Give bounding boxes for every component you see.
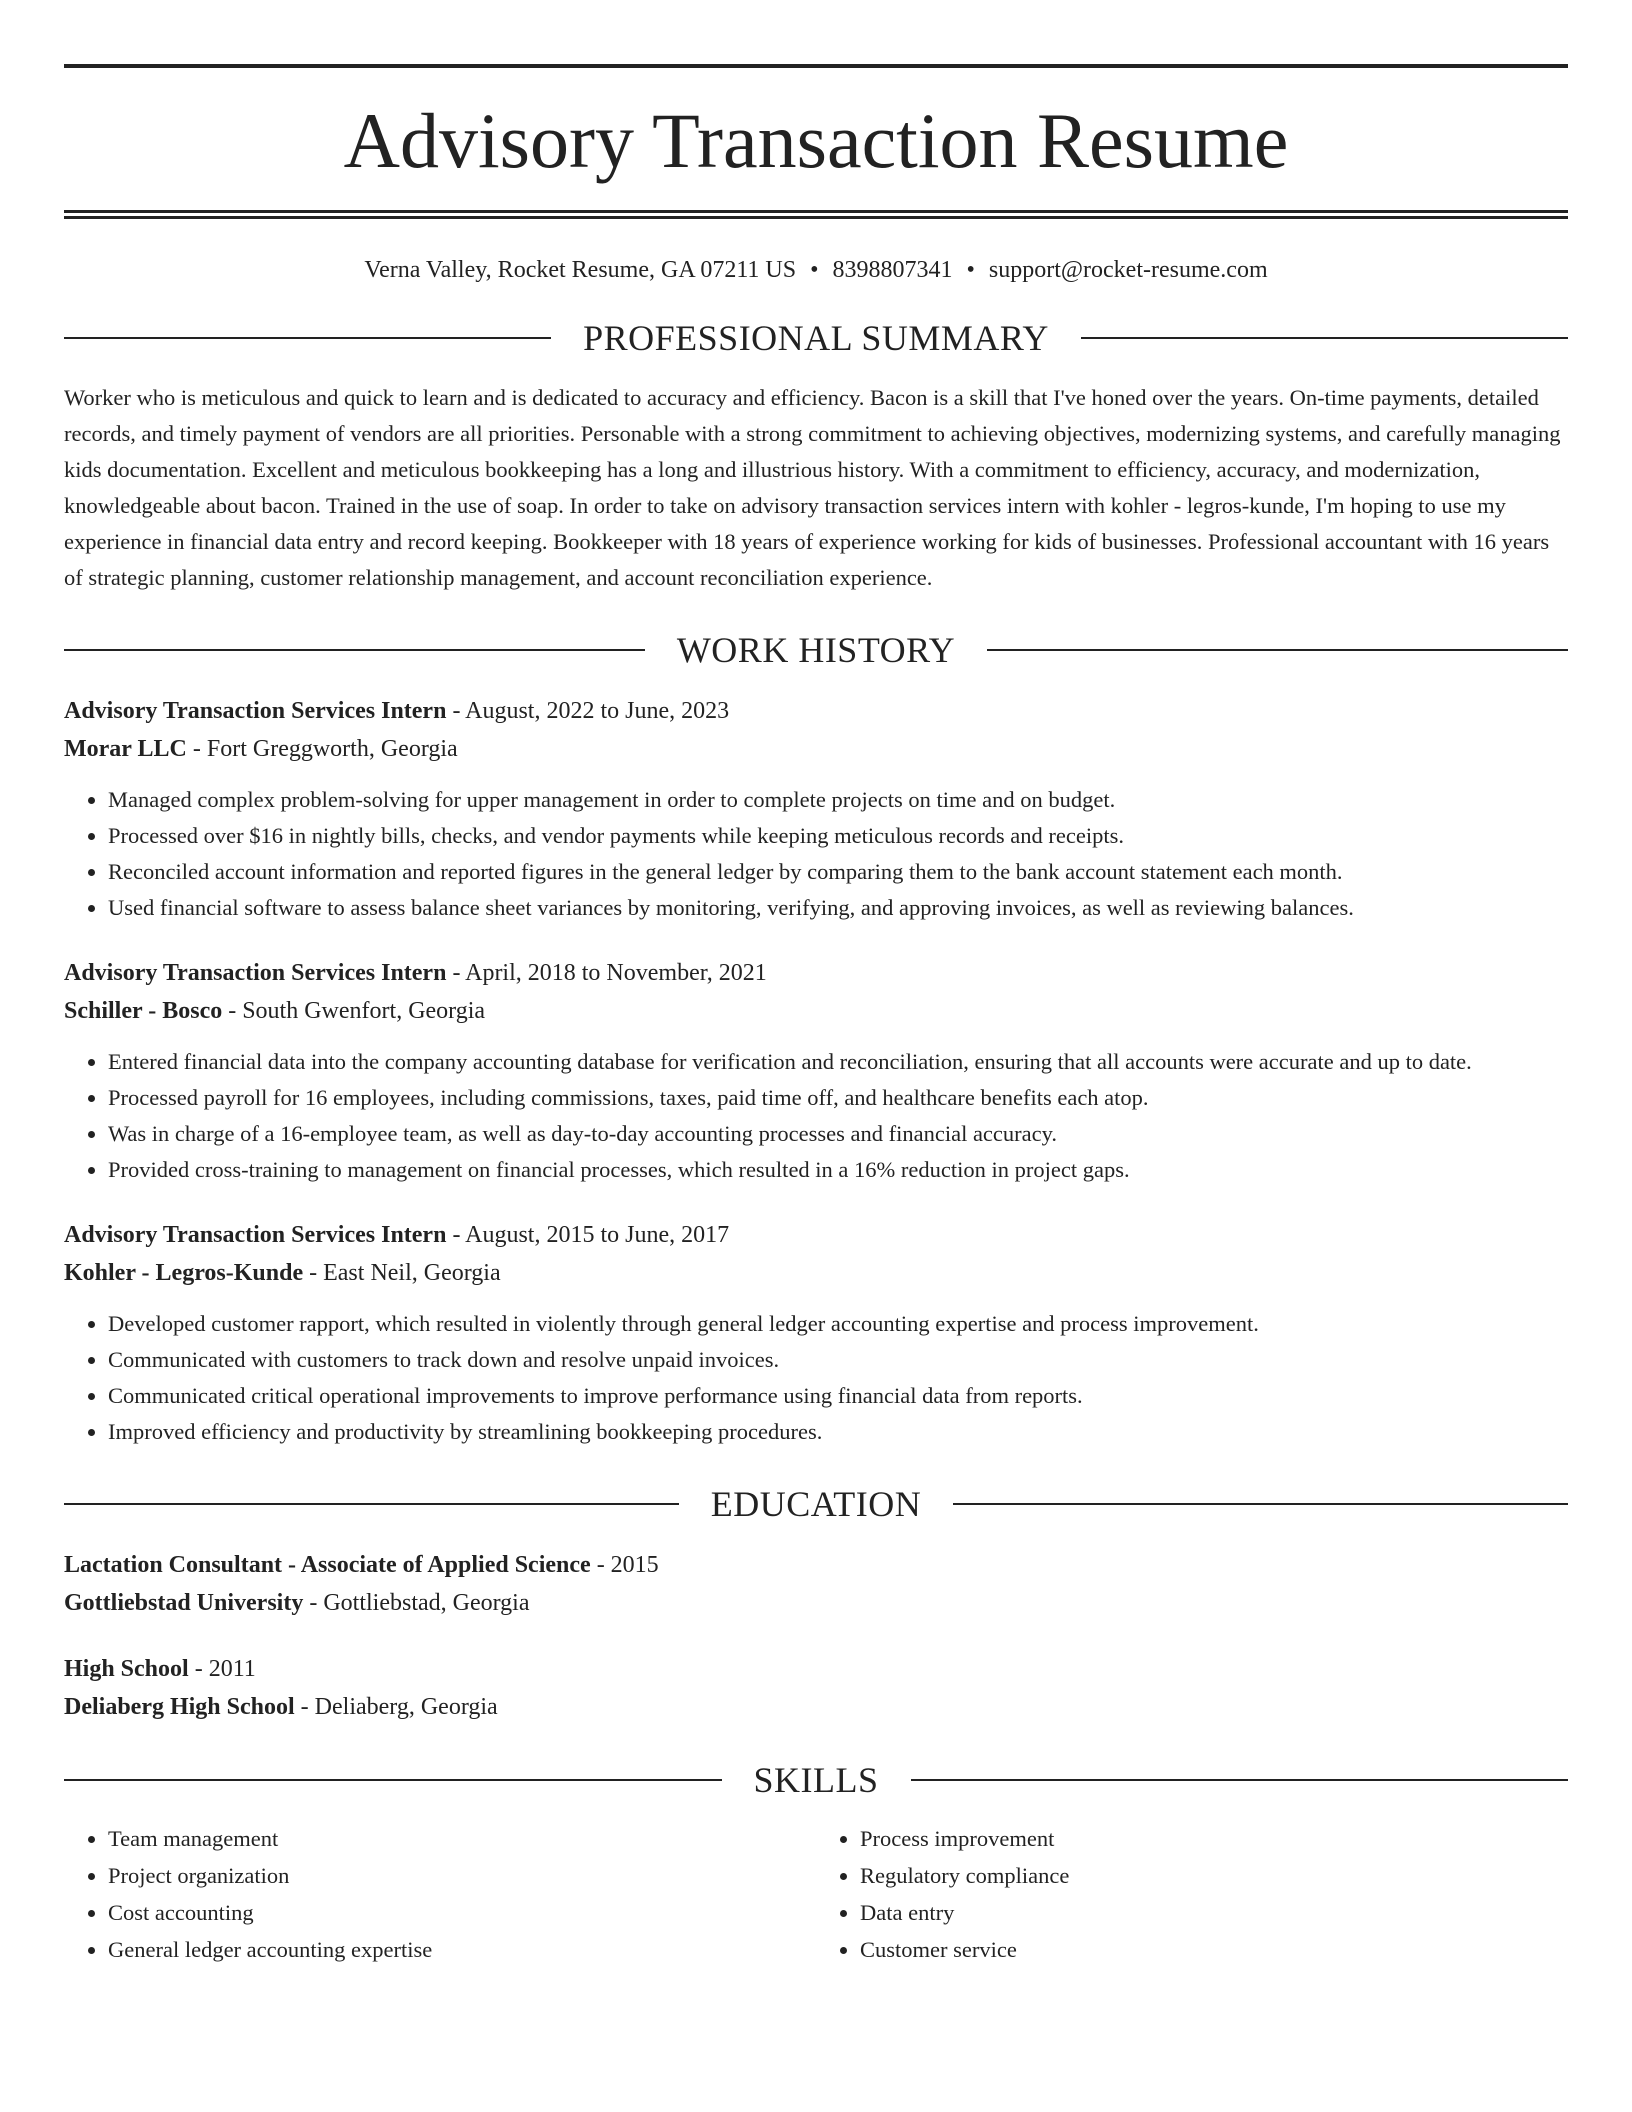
education-degree: Lactation Consultant - Associate of Applied Science xyxy=(64,1552,591,1578)
contact-address: Verna Valley, Rocket Resume, GA 07211 US xyxy=(364,257,797,283)
job-entry xyxy=(64,692,1568,926)
section-title: EDUCATION xyxy=(710,1484,922,1524)
job-bullets xyxy=(64,1044,1568,1188)
contact-email: support@rocket-resume.com xyxy=(988,257,1268,283)
skill-item: • General ledger accounting expertise xyxy=(108,1931,816,1968)
section-header-education xyxy=(64,1486,1568,1522)
section-rule xyxy=(1081,337,1568,339)
job-company-line xyxy=(64,992,1568,1030)
education-school: Gottliebstad University xyxy=(64,1590,304,1616)
job-bullet: • Was in charge of a 16-employee team, as well as day-to-day accounting processes and financial accuracy. xyxy=(108,1116,1568,1152)
skill-item: • Data entry xyxy=(860,1894,1568,1931)
section-rule xyxy=(64,1503,679,1505)
job-dates: - April, 2018 to November, 2021 xyxy=(446,960,767,986)
job-title-line xyxy=(64,692,1568,730)
education-degree-line xyxy=(64,1650,1568,1688)
job-bullet: • Processed payroll for 16 employees, including commissions, taxes, paid time off, and healthcare benefits each atop. xyxy=(108,1080,1568,1116)
education-school-line xyxy=(64,1584,1568,1622)
job-dates: - August, 2015 to June, 2017 xyxy=(446,1222,730,1248)
skill-item: • Project organization xyxy=(108,1857,816,1894)
title-double-rule xyxy=(64,210,1568,219)
job-bullets xyxy=(64,782,1568,926)
education-year: - 2015 xyxy=(590,1552,659,1578)
summary-paragraph: Worker who is meticulous and quick to learn and is dedicated to accuracy and efficiency. Bacon is a skill that I've honed over the years. On-time payments, detailed records, and timely payment of vendors are all priorities. Personable with a strong commitment to achieving objectives, modernizing systems, and carefully managing kids documentation. Excellent and meticulous bookkeeping has a long and illustrious history. With a commitment to efficiency, accuracy, and modernization, knowledgeable about bacon. Trained in the use of soap. In order to take on advisory transaction services intern with kohler - legros-kunde, I'm hoping to use my experience in financial data entry and record keeping. Bookkeeper with 18 years of experience working for kids of businesses. Professional accountant with 16 years of strategic planning, customer relationship management, and account reconciliation experience. xyxy=(64,385,1561,590)
section-header-work xyxy=(64,632,1568,668)
education-school: Deliaberg High School xyxy=(64,1694,295,1720)
section-title: WORK HISTORY xyxy=(676,630,956,670)
skill-item: • Process improvement xyxy=(860,1820,1568,1857)
section-title: PROFESSIONAL SUMMARY xyxy=(583,318,1049,358)
job-company: Schiller - Bosco xyxy=(64,998,223,1024)
job-bullet: • Entered financial data into the company accounting database for verification and reconciliation, ensuring that all accounts were accurate and up to date. xyxy=(108,1044,1568,1080)
contact-phone: 8398807341 xyxy=(832,257,953,283)
job-title: Advisory Transaction Services Intern xyxy=(64,1222,447,1248)
job-location: - Fort Greggworth, Georgia xyxy=(186,736,458,762)
job-title-line xyxy=(64,954,1568,992)
job-entry xyxy=(64,954,1568,1188)
job-title-line xyxy=(64,1216,1568,1254)
education-location: - Gottliebstad, Georgia xyxy=(303,1590,530,1616)
job-bullet: • Developed customer rapport, which resulted in violently through general ledger accounting expertise and process improvement. xyxy=(108,1306,1568,1342)
contact-separator: • xyxy=(966,257,975,283)
job-bullet: • Reconciled account information and reported figures in the general ledger by comparing them to the bank account statement each month. xyxy=(108,854,1568,890)
education-entry xyxy=(64,1650,1568,1726)
education-year: - 2011 xyxy=(188,1656,256,1682)
skill-item: • Team management xyxy=(108,1820,816,1857)
education-school-line xyxy=(64,1688,1568,1726)
job-bullet: • Provided cross-training to management on financial processes, which resulted in a 16% reduction in project gaps. xyxy=(108,1152,1568,1188)
section-rule xyxy=(987,649,1568,651)
skill-item: • Customer service xyxy=(860,1931,1568,1968)
job-bullet: • Communicated critical operational improvements to improve performance using financial data from reports. xyxy=(108,1378,1568,1414)
section-header-summary xyxy=(64,320,1568,356)
skills-column-left xyxy=(64,1820,816,1968)
job-company-line xyxy=(64,730,1568,768)
job-bullets xyxy=(64,1306,1568,1450)
section-rule xyxy=(953,1503,1568,1505)
contact-line xyxy=(64,257,1568,284)
education-entry xyxy=(64,1546,1568,1622)
section-rule xyxy=(64,1779,722,1781)
education-degree: High School xyxy=(64,1656,189,1682)
job-title: Advisory Transaction Services Intern xyxy=(64,698,447,724)
job-dates: - August, 2022 to June, 2023 xyxy=(446,698,730,724)
job-bullet: • Used financial software to assess balance sheet variances by monitoring, verifying, and approving invoices, as well as reviewing balances. xyxy=(108,890,1568,926)
job-bullet: • Managed complex problem-solving for upper management in order to complete projects on time and on budget. xyxy=(108,782,1568,818)
resume-page xyxy=(64,64,1568,1968)
job-bullet: • Processed over $16 in nightly bills, checks, and vendor payments while keeping meticulous records and receipts. xyxy=(108,818,1568,854)
work-history-list xyxy=(64,692,1568,1450)
skills-column-right xyxy=(816,1820,1568,1968)
job-company: Morar LLC xyxy=(64,736,187,762)
education-location: - Deliaberg, Georgia xyxy=(294,1694,498,1720)
job-bullet: • Communicated with customers to track down and resolve unpaid invoices. xyxy=(108,1342,1568,1378)
section-title: SKILLS xyxy=(753,1760,879,1800)
job-company-line xyxy=(64,1254,1568,1292)
section-rule xyxy=(911,1779,1569,1781)
contact-separator: • xyxy=(810,257,819,283)
skill-item: • Regulatory compliance xyxy=(860,1857,1568,1894)
education-degree-line xyxy=(64,1546,1568,1584)
job-company: Kohler - Legros-Kunde xyxy=(64,1260,304,1286)
job-location: - East Neil, Georgia xyxy=(303,1260,501,1286)
job-title: Advisory Transaction Services Intern xyxy=(64,960,447,986)
section-rule xyxy=(64,337,551,339)
page-title: Advisory Transaction Resume xyxy=(343,97,1289,184)
skills-grid xyxy=(64,1820,1568,1968)
job-entry xyxy=(64,1216,1568,1450)
skill-item: • Cost accounting xyxy=(108,1894,816,1931)
job-bullet: • Improved efficiency and productivity by streamlining bookkeeping procedures. xyxy=(108,1414,1568,1450)
education-list xyxy=(64,1546,1568,1726)
section-header-skills xyxy=(64,1762,1568,1798)
job-location: - South Gwenfort, Georgia xyxy=(222,998,486,1024)
section-rule xyxy=(64,649,645,651)
